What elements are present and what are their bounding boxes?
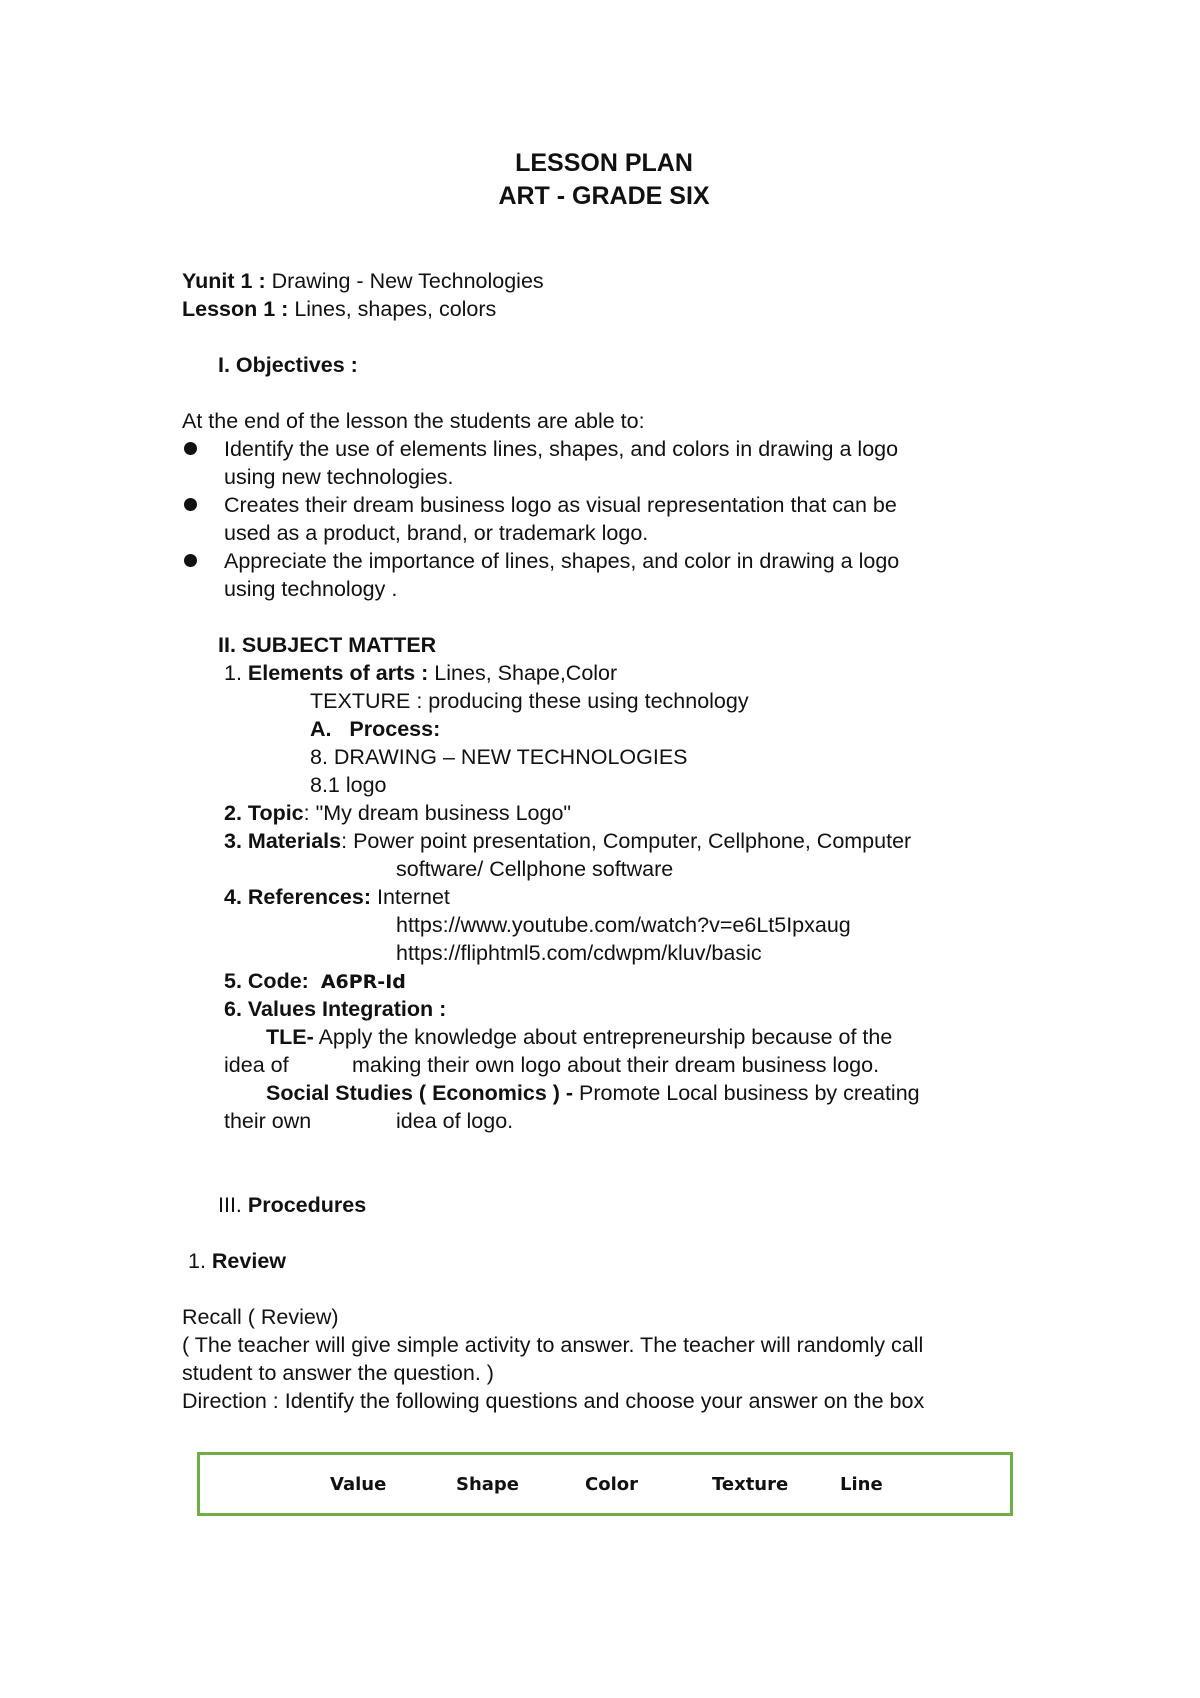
lesson-label: Lesson 1 : (182, 297, 289, 321)
choice-shape: Shape (456, 1474, 520, 1495)
lesson-line (182, 296, 496, 322)
unit-label: Yunit 1 : (182, 269, 266, 293)
objective-item-1-line2: using new technologies. (224, 465, 454, 489)
code-line (224, 968, 406, 995)
objectives-intro: At the end of the lesson the students are able to: (182, 409, 645, 433)
review-label: Review (211, 1249, 287, 1273)
lesson-value: Lines, shapes, colors (288, 297, 497, 321)
recall-line: Recall ( Review) (182, 1305, 339, 1329)
tle-continuation-a: idea of (224, 1053, 289, 1077)
direction-line: Direction : Identify the following questions and choose your answer on the box (182, 1389, 925, 1413)
answer-choices-box (197, 1452, 1013, 1516)
drawing-line: 8. DRAWING – NEW TECHNOLOGIES (310, 745, 688, 769)
choice-color: Color (585, 1474, 638, 1495)
elements-number: 1. (224, 661, 248, 685)
reference-url-2: https://fliphtml5.com/cdwpm/kluv/basic (396, 941, 762, 965)
elements-label: Elements of arts : (247, 661, 429, 685)
teacher-note-line1: ( The teacher will give simple activity to answer. The teacher will randomly call (182, 1333, 924, 1357)
page-subtitle: ART - GRADE SIX (498, 182, 710, 210)
tle-label: TLE- (266, 1025, 314, 1049)
objectives-heading: I. Objectives : (218, 353, 358, 377)
bullet-icon (184, 554, 197, 567)
tle-continuation-b: making their own logo about their dream business logo. (352, 1053, 880, 1077)
objective-item-3-line2: using technology . (224, 577, 398, 601)
references-value: Internet (371, 885, 450, 909)
choice-line: Line (840, 1474, 883, 1495)
topic-value: : "My dream business Logo" (303, 801, 572, 825)
process-heading: A. Process: (310, 717, 441, 741)
objective-item-2-line2: used as a product, brand, or trademark logo. (224, 521, 649, 545)
materials-label: 3. Materials (224, 829, 342, 853)
elements-line (224, 660, 617, 686)
bullet-icon (184, 498, 197, 511)
elements-value: Lines, Shape,Color (428, 661, 618, 685)
reference-url-1: https://www.youtube.com/watch?v=e6Lt5Ipxaug (396, 913, 851, 937)
social-studies-label: Social Studies ( Economics ) - (266, 1081, 574, 1105)
procedures-heading (218, 1192, 366, 1218)
objective-item-1-line1: Identify the use of elements lines, shapes, and colors in drawing a logo (224, 437, 899, 461)
texture-line: TEXTURE : producing these using technology (310, 689, 749, 713)
social-studies-continuation-b: idea of logo. (396, 1109, 514, 1133)
values-integration-heading: 6. Values Integration : (224, 997, 447, 1021)
unit-line (182, 268, 544, 294)
topic-label: 2. Topic (224, 801, 304, 825)
bullet-icon (184, 442, 197, 455)
code-label: 5. Code: (224, 969, 309, 993)
tle-line (266, 1024, 892, 1050)
choice-value: Value (330, 1474, 387, 1495)
social-studies-line (266, 1080, 920, 1106)
references-label: 4. References: (224, 885, 371, 909)
materials-value: : Power point presentation, Computer, Cellphone, Computer (341, 829, 912, 853)
choice-texture: Texture (712, 1474, 789, 1495)
unit-value: Drawing - New Technologies (265, 269, 544, 293)
tle-text: Apply the knowledge about entrepreneurship because of the (313, 1025, 893, 1049)
materials-line (224, 828, 911, 854)
procedures-label: Procedures (247, 1193, 367, 1217)
social-studies-continuation-a: their own (224, 1109, 312, 1133)
code-value: A6PR-Id (320, 971, 406, 993)
objective-item-2-line1: Creates their dream business logo as visual representation that can be (224, 493, 897, 517)
page-title: LESSON PLAN (515, 149, 693, 177)
references-line (224, 884, 450, 910)
objective-item-3-line1: Appreciate the importance of lines, shapes, and color in drawing a logo (224, 549, 900, 573)
procedures-number: III. (218, 1193, 248, 1217)
topic-line (224, 800, 571, 826)
teacher-note-line2: student to answer the question. ) (182, 1361, 494, 1385)
logo-line: 8.1 logo (310, 773, 387, 797)
social-studies-text: Promote Local business by creating (573, 1081, 920, 1105)
review-number: 1. (188, 1249, 212, 1273)
review-heading (188, 1248, 286, 1274)
materials-continuation: software/ Cellphone software (396, 857, 674, 881)
subject-matter-heading: II. SUBJECT MATTER (218, 633, 437, 657)
